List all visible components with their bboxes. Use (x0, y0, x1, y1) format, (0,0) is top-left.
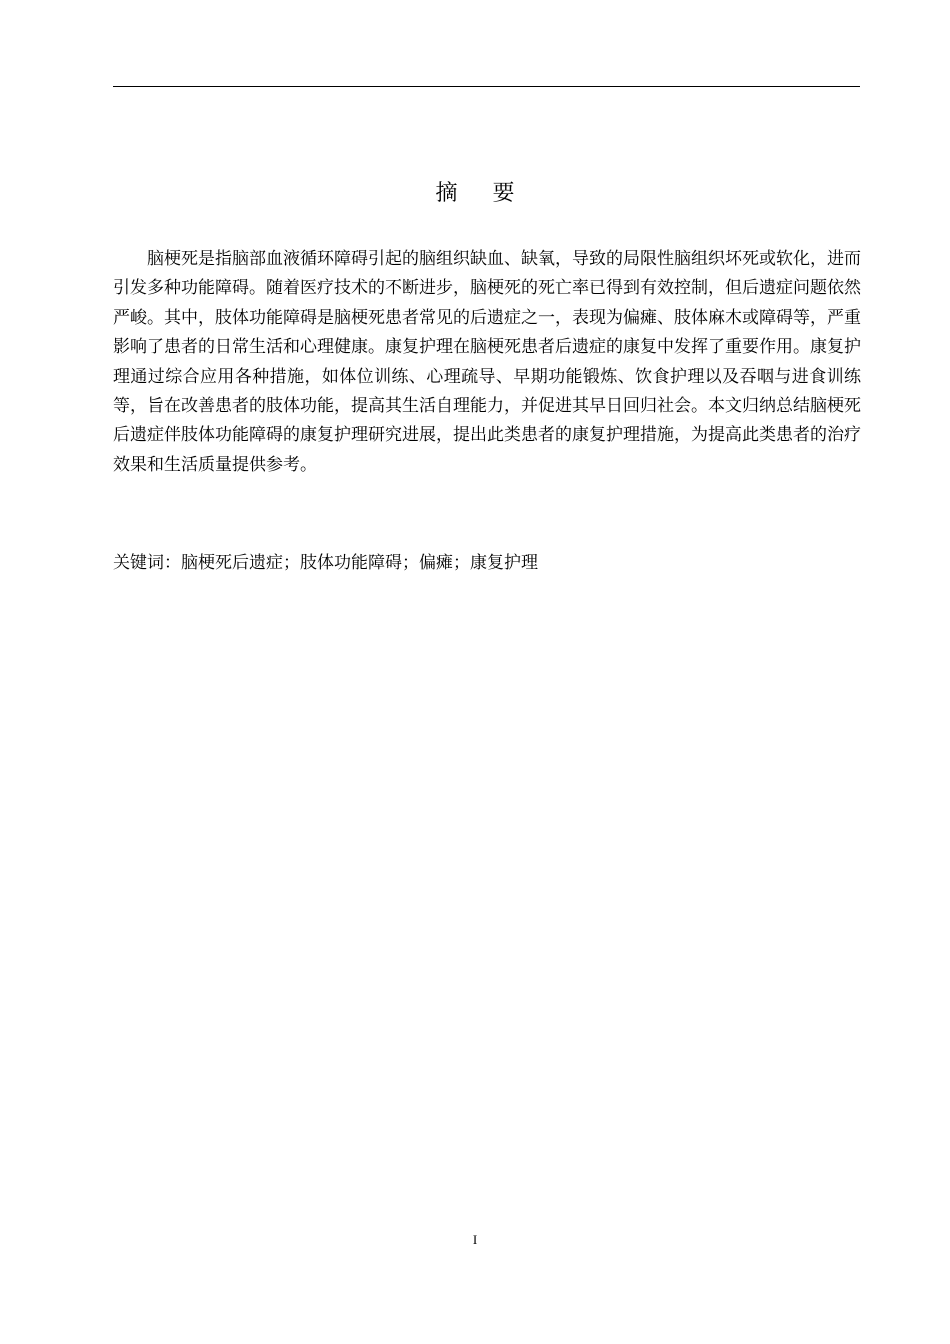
keywords-text: 脑梗死后遗症；肢体功能障碍；偏瘫；康复护理 (181, 553, 538, 573)
abstract-body: 脑梗死是指脑部血液循环障碍引起的脑组织缺血、缺氧，导致的局限性脑组织坏死或软化，进而引发多种功能障碍。随着医疗技术的不断进步，脑梗死的死亡率已得到有效控制，但后遗症问题依然严峻。其中，肢体功能障碍是脑梗死患者常见的后遗症之一，表现为偏瘫、肢体麻木或障碍等，严重影响了患者的日常生活和心理健康。康复护理在脑梗死患者后遗症的康复中发挥了重要作用。康复护理通过综合应用各种措施，如体位训练、心理疏导、早期功能锻炼、饮食护理以及吞咽与进食训练等，旨在改善患者的肢体功能，提高其生活自理能力，并促进其早日回归社会。本文归纳总结脑梗死后遗症伴肢体功能障碍的康复护理研究进展，提出此类患者的康复护理措施，为提高此类患者的治疗效果和生活质量提供参考。 (113, 249, 861, 475)
keywords-line (113, 549, 861, 578)
abstract-title: 摘 要 (435, 181, 529, 206)
keywords-label: 关键词： (113, 553, 181, 573)
page-number: I (472, 1232, 478, 1247)
header-rule (113, 86, 860, 87)
